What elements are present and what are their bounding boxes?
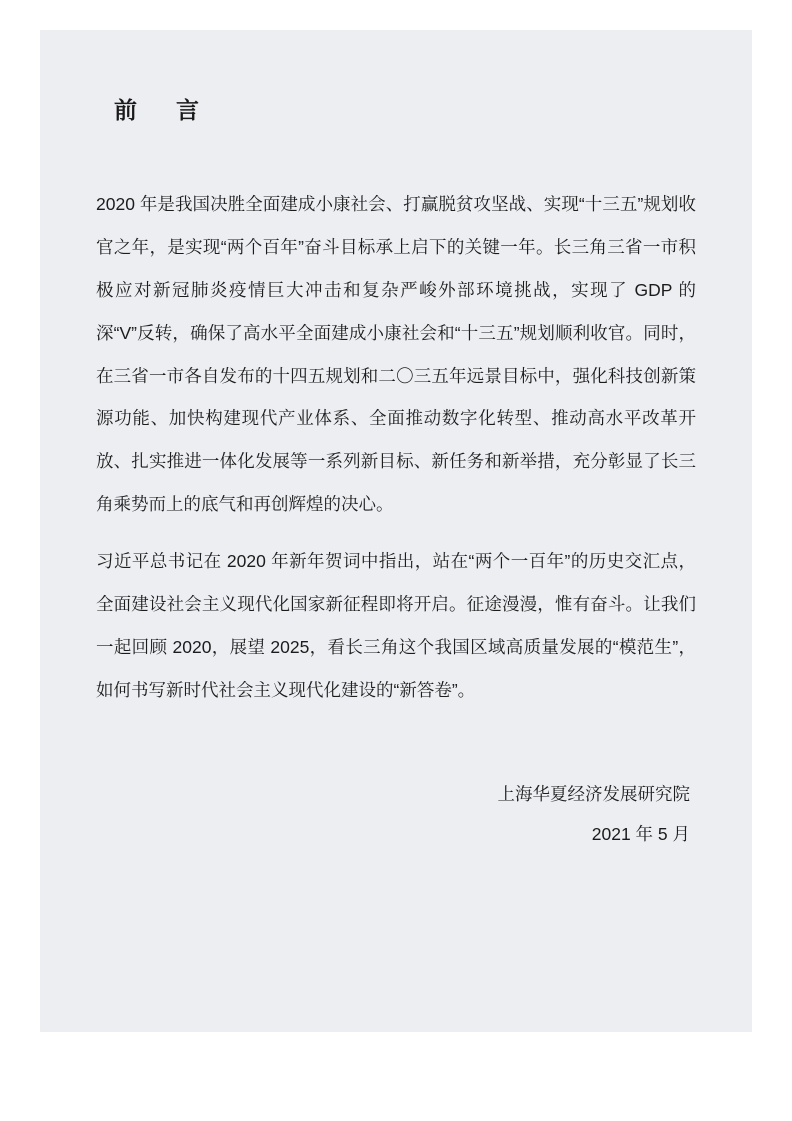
signature-date: 2021 年 5 月: [591, 823, 690, 844]
preface-panel: [40, 30, 752, 1032]
signature-organization: 上海华夏经济发展研究院: [497, 783, 690, 804]
body-paragraph: 习近平总书记在 2020 年新年贺词中指出，站在“两个一百年”的历史交汇点，全面建设社会主义现代化国家新征程即将开启。征途漫漫，惟有奋斗。让我们一起回顾 2020，展望 2025，看长三角这个我国区域高质量发展的“模范生”，如何书写新时代社会主义现代化建设的“新答卷”。: [96, 551, 696, 700]
body-paragraph: 2020 年是我国决胜全面建成小康社会、打赢脱贫攻坚战、实现“十三五”规划收官之年，是实现“两个百年”奋斗目标承上启下的关键一年。长三角三省一市积极应对新冠肺炎疫情巨大冲击和复杂严峻外部环境挑战，实现了 GDP 的深“V”反转，确保了高水平全面建成小康社会和“十三五”规划顺利收官。同时，在三省一市各自发布的十四五规划和二〇三五年远景目标中，强化科技创新策源功能、加快构建现代产业体系、全面推动数字化转型、推动高水平改革开放、扎实推进一体化发展等一系列新目标、新任务和新举措，充分彰显了长三角乘势而上的底气和再创辉煌的决心。: [96, 194, 696, 515]
page-title: 前 言: [114, 97, 207, 123]
signature-block: [96, 774, 696, 855]
